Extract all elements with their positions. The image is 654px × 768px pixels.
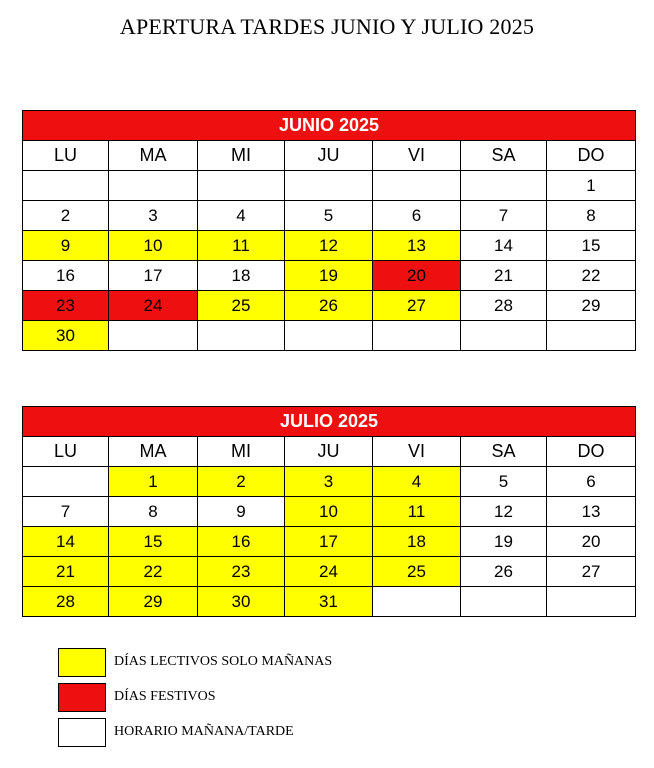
day-cell: 20 [547, 527, 636, 557]
day-cell: 13 [373, 231, 461, 261]
day-cell: 3 [109, 201, 198, 231]
empty-day-cell [23, 171, 109, 201]
day-cell: 23 [198, 557, 285, 587]
weekday-label: JU [285, 437, 373, 467]
weekday-label: VI [373, 437, 461, 467]
day-cell: 1 [547, 171, 636, 201]
day-cell: 10 [109, 231, 198, 261]
day-cell: 12 [285, 231, 373, 261]
legend-swatch-white [58, 718, 106, 747]
day-cell: 13 [547, 497, 636, 527]
weekday-label: DO [547, 141, 636, 171]
empty-day-cell [109, 171, 198, 201]
day-cell: 30 [198, 587, 285, 617]
empty-day-cell [547, 321, 636, 351]
day-cell: 8 [547, 201, 636, 231]
empty-day-cell [547, 587, 636, 617]
day-cell: 14 [461, 231, 547, 261]
empty-day-cell [109, 321, 198, 351]
month-header: JULIO 2025 [23, 407, 636, 437]
day-cell: 29 [109, 587, 198, 617]
day-cell: 28 [461, 291, 547, 321]
day-cell: 14 [23, 527, 109, 557]
day-cell: 9 [198, 497, 285, 527]
day-cell: 24 [109, 291, 198, 321]
weekday-header-row [23, 141, 636, 171]
legend-item-festivos [58, 683, 578, 713]
day-cell: 22 [109, 557, 198, 587]
day-cell: 28 [23, 587, 109, 617]
day-cell: 4 [373, 467, 461, 497]
empty-day-cell [461, 321, 547, 351]
day-cell: 25 [373, 557, 461, 587]
legend-item-lectivos [58, 648, 578, 678]
day-cell: 15 [109, 527, 198, 557]
page-title: APERTURA TARDES JUNIO Y JULIO 2025 [119, 14, 535, 39]
day-cell: 26 [461, 557, 547, 587]
legend-swatch-red [58, 683, 106, 712]
day-cell: 27 [373, 291, 461, 321]
calendar-june [22, 110, 636, 351]
day-cell: 24 [285, 557, 373, 587]
day-cell: 7 [23, 497, 109, 527]
weekday-label: MI [198, 141, 285, 171]
day-cell: 19 [285, 261, 373, 291]
week-row [23, 261, 636, 291]
weekday-label: LU [23, 141, 109, 171]
day-cell: 27 [547, 557, 636, 587]
day-cell: 18 [373, 527, 461, 557]
day-cell: 7 [461, 201, 547, 231]
empty-day-cell [198, 321, 285, 351]
day-cell: 11 [198, 231, 285, 261]
empty-day-cell [285, 171, 373, 201]
day-cell: 20 [373, 261, 461, 291]
week-row [23, 527, 636, 557]
day-cell: 19 [461, 527, 547, 557]
day-cell: 4 [198, 201, 285, 231]
day-cell: 2 [23, 201, 109, 231]
empty-day-cell [461, 587, 547, 617]
day-cell: 17 [109, 261, 198, 291]
weekday-label: VI [373, 141, 461, 171]
weekday-label: LU [23, 437, 109, 467]
week-row [23, 171, 636, 201]
day-cell: 3 [285, 467, 373, 497]
weekday-label: MA [109, 437, 198, 467]
legend-label: HORARIO MAÑANA/TARDE [114, 724, 294, 739]
weekday-label: MA [109, 141, 198, 171]
month-header: JUNIO 2025 [23, 111, 636, 141]
day-cell: 11 [373, 497, 461, 527]
weekday-header-row [23, 437, 636, 467]
legend-label: DÍAS LECTIVOS SOLO MAÑANAS [114, 654, 333, 669]
weekday-label: SA [461, 437, 547, 467]
day-cell: 18 [198, 261, 285, 291]
day-cell: 30 [23, 321, 109, 351]
week-row [23, 497, 636, 527]
week-row [23, 231, 636, 261]
day-cell: 16 [198, 527, 285, 557]
day-cell: 17 [285, 527, 373, 557]
week-row [23, 587, 636, 617]
day-cell: 31 [285, 587, 373, 617]
day-cell: 26 [285, 291, 373, 321]
weekday-label: JU [285, 141, 373, 171]
week-row [23, 321, 636, 351]
day-cell: 23 [23, 291, 109, 321]
weekday-label: MI [198, 437, 285, 467]
day-cell: 25 [198, 291, 285, 321]
legend-item-horario [58, 718, 578, 748]
day-cell: 1 [109, 467, 198, 497]
week-row [23, 291, 636, 321]
calendar-july [22, 406, 636, 617]
empty-day-cell [373, 171, 461, 201]
day-cell: 12 [461, 497, 547, 527]
day-cell: 6 [373, 201, 461, 231]
day-cell: 10 [285, 497, 373, 527]
empty-day-cell [23, 467, 109, 497]
week-row [23, 557, 636, 587]
day-cell: 5 [461, 467, 547, 497]
weekday-label: DO [547, 437, 636, 467]
weekday-label: SA [461, 141, 547, 171]
day-cell: 29 [547, 291, 636, 321]
week-row [23, 467, 636, 497]
legend [58, 648, 578, 753]
legend-label: DÍAS FESTIVOS [114, 689, 216, 704]
legend-swatch-yellow [58, 648, 106, 677]
day-cell: 2 [198, 467, 285, 497]
day-cell: 22 [547, 261, 636, 291]
empty-day-cell [461, 171, 547, 201]
empty-day-cell [198, 171, 285, 201]
day-cell: 8 [109, 497, 198, 527]
day-cell: 21 [23, 557, 109, 587]
day-cell: 6 [547, 467, 636, 497]
day-cell: 5 [285, 201, 373, 231]
day-cell: 9 [23, 231, 109, 261]
day-cell: 21 [461, 261, 547, 291]
empty-day-cell [373, 321, 461, 351]
day-cell: 16 [23, 261, 109, 291]
week-row [23, 201, 636, 231]
empty-day-cell [285, 321, 373, 351]
day-cell: 15 [547, 231, 636, 261]
empty-day-cell [373, 587, 461, 617]
